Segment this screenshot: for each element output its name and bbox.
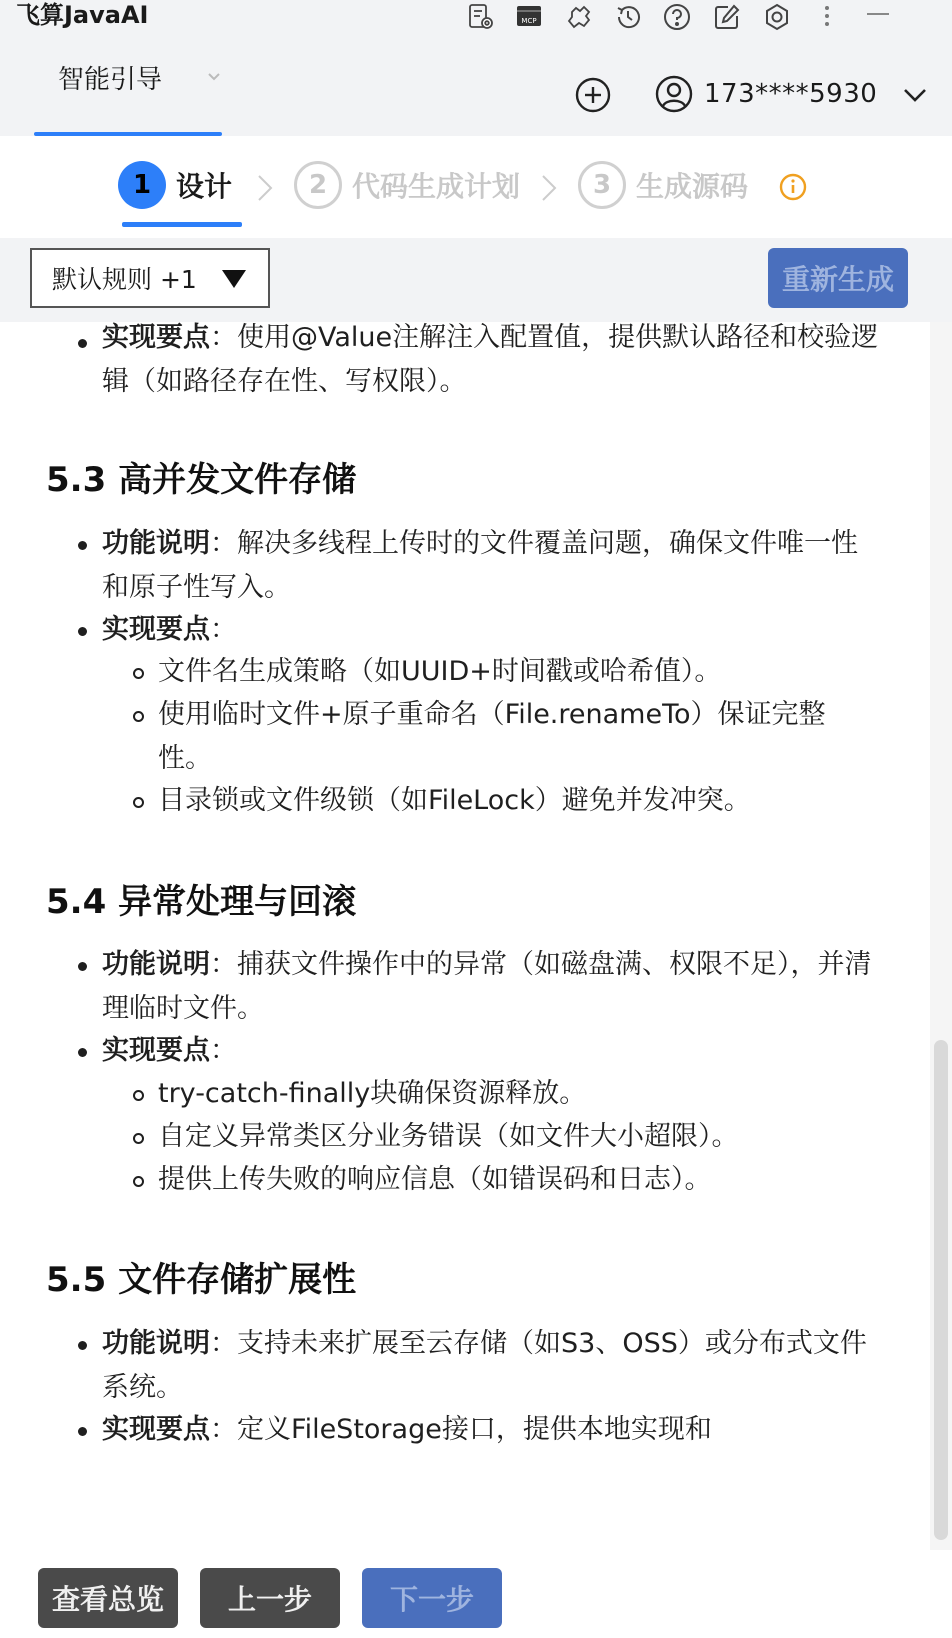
mcp-label: MCP xyxy=(521,17,537,25)
list-item xyxy=(102,1408,882,1452)
title-bar xyxy=(0,0,952,34)
design-document xyxy=(0,322,930,1550)
rule-select[interactable] xyxy=(30,248,270,308)
info-icon[interactable] xyxy=(778,172,808,202)
item-text: ：解决多线程上传时的文件覆盖问题，确保文件唯一性和原子性写入。 xyxy=(102,528,858,603)
item-key: 实现要点 xyxy=(102,1414,210,1445)
bullet xyxy=(78,339,87,348)
sub-bullet xyxy=(133,711,144,722)
section-heading: 5.3 高并发文件存储 xyxy=(46,460,357,500)
dropdown-arrow-icon xyxy=(222,270,246,288)
step-label: 生成源码 xyxy=(636,170,749,203)
sub-list-item: 自定义异常类区分业务错误（如文件大小超限）。 xyxy=(158,1121,739,1152)
item-key: 功能说明 xyxy=(102,949,210,980)
step-code-plan[interactable] xyxy=(294,160,520,210)
sub-bullet xyxy=(133,1090,144,1101)
bullet xyxy=(78,1048,87,1057)
item-key: 功能说明 xyxy=(102,528,210,559)
scrollbar-thumb[interactable] xyxy=(934,1040,948,1540)
tab-smart-guide[interactable] xyxy=(34,60,222,136)
chevron-down-icon[interactable] xyxy=(901,80,929,108)
item-key: 实现要点 xyxy=(102,614,210,645)
item-text: ：捕获文件操作中的异常（如磁盘满、权限不足），并清理临时文件。 xyxy=(102,949,872,1024)
mcp-icon[interactable] xyxy=(512,0,546,34)
chevron-down-icon xyxy=(204,66,224,86)
more-icon[interactable] xyxy=(810,0,844,34)
step-design[interactable] xyxy=(118,160,232,210)
step-number: 1 xyxy=(118,161,166,209)
step-label: 代码生成计划 xyxy=(352,170,521,203)
list-item xyxy=(102,608,882,652)
minimize-icon[interactable] xyxy=(860,0,894,34)
user-menu[interactable] xyxy=(654,74,929,114)
chevron-right-icon xyxy=(254,172,276,204)
sub-bullet xyxy=(133,797,144,808)
previous-step-button[interactable]: 上一步 xyxy=(200,1568,340,1628)
rules-settings-icon[interactable] xyxy=(464,0,498,34)
sub-list-item: 提供上传失败的响应信息（如错误码和日志）。 xyxy=(158,1164,712,1195)
list-item xyxy=(102,1322,882,1410)
step-number: 3 xyxy=(578,161,626,209)
item-key: 实现要点 xyxy=(102,322,210,353)
step-indicator xyxy=(0,136,952,238)
chevron-right-icon xyxy=(538,172,560,204)
step-number: 2 xyxy=(294,161,342,209)
sub-bullet xyxy=(133,1176,144,1187)
help-icon[interactable] xyxy=(660,0,694,34)
item-key: 实现要点 xyxy=(102,1035,210,1066)
bullet xyxy=(78,962,87,971)
step-active-underline xyxy=(122,222,242,227)
header xyxy=(0,34,952,136)
add-icon[interactable] xyxy=(574,76,612,114)
sub-list-item: 目录锁或文件级锁（如FileLock）避免并发冲突。 xyxy=(158,785,751,816)
user-phone: 173****5930 xyxy=(704,79,878,109)
app-title: 飞算JavaAI xyxy=(16,1,149,29)
list-item xyxy=(102,322,882,404)
sub-list-item: try-catch-finally块确保资源释放。 xyxy=(158,1078,587,1109)
toolbar xyxy=(0,238,952,322)
item-text: ：使用@Value注解注入配置值，提供默认路径和校验逻辑（如路径存在性、写权限）。 xyxy=(102,322,879,397)
list-item xyxy=(102,522,882,610)
footer-actions xyxy=(0,1550,952,1638)
view-overview-button[interactable]: 查看总览 xyxy=(38,1568,178,1628)
list-item xyxy=(102,943,882,1031)
gear-icon[interactable] xyxy=(760,0,794,34)
bullet xyxy=(78,627,87,636)
rule-select-value: 默认规则 +1 xyxy=(52,265,197,294)
sub-bullet xyxy=(133,668,144,679)
tab-label: 智能引导 xyxy=(58,65,163,95)
sub-list-item: 文件名生成策略（如UUID+时间戳或哈希值）。 xyxy=(158,656,722,687)
edit-icon[interactable] xyxy=(710,0,744,34)
item-text: ：定义FileStorage接口，提供本地实现和 xyxy=(210,1414,712,1445)
next-step-button[interactable]: 下一步 xyxy=(362,1568,502,1628)
bullet xyxy=(78,1341,87,1350)
bullet xyxy=(78,1427,87,1436)
item-key: 功能说明 xyxy=(102,1328,210,1359)
regenerate-button[interactable]: 重新生成 xyxy=(768,248,908,308)
item-text: ：支持未来扩展至云存储（如S3、OSS）或分布式文件系统。 xyxy=(102,1328,867,1403)
puzzle-icon[interactable] xyxy=(562,0,596,34)
user-icon xyxy=(654,74,694,114)
sub-bullet xyxy=(133,1133,144,1144)
section-heading: 5.4 异常处理与回滚 xyxy=(46,882,357,922)
sub-list-item: 使用临时文件+原子重命名（File.renameTo）保证完整性。 xyxy=(158,699,826,774)
section-heading: 5.5 文件存储扩展性 xyxy=(46,1260,357,1300)
list-item xyxy=(102,1029,882,1073)
bullet xyxy=(78,541,87,550)
step-label: 设计 xyxy=(176,170,233,203)
step-generate-source[interactable] xyxy=(578,160,748,210)
item-text: ： xyxy=(210,614,237,645)
item-text: ： xyxy=(210,1035,237,1066)
history-icon[interactable] xyxy=(611,0,645,34)
